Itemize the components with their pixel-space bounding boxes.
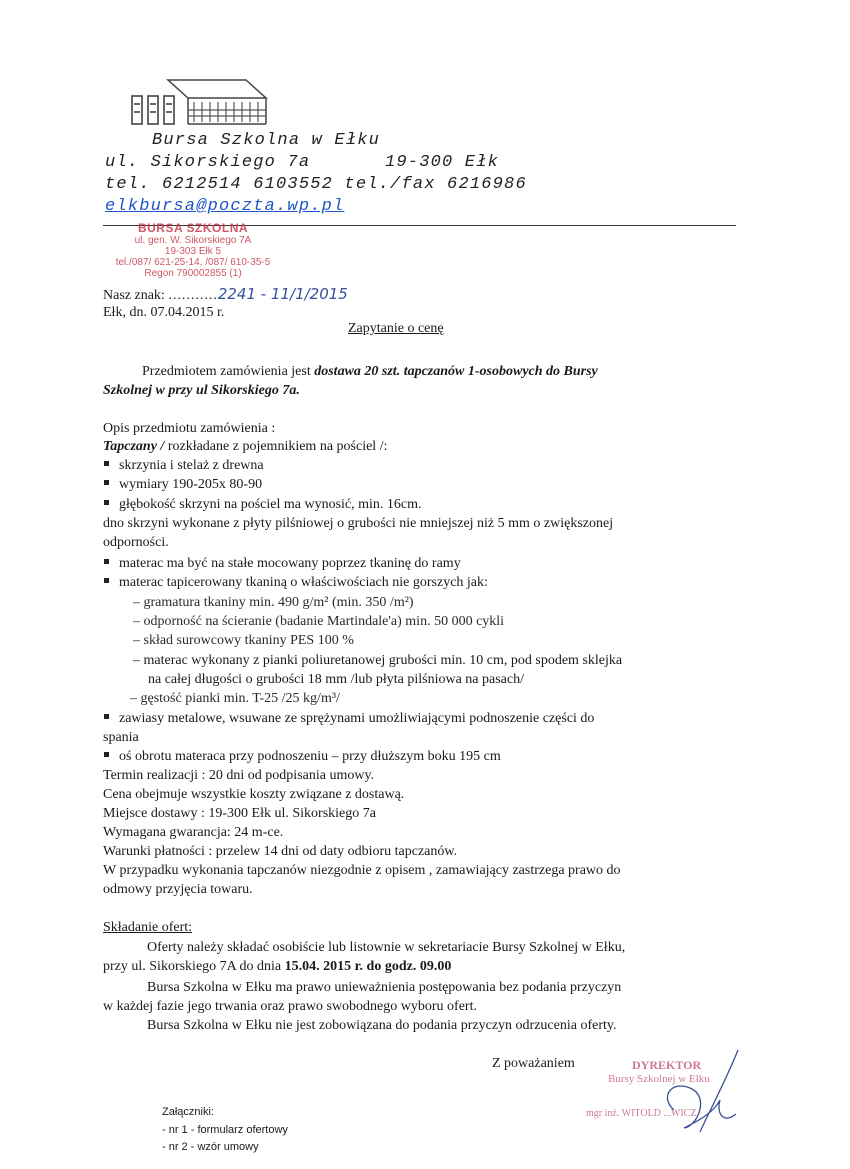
reference-line: Nasz znak: ...........2241 - 11/1/2015 [103, 285, 348, 303]
attachment-item: - nr 2 - wzór umowy [162, 1141, 259, 1153]
stamp-line: Regon 790002855 (1) [144, 268, 242, 279]
document-date: Ełk, dn. 07.04.2015 r. [103, 305, 225, 320]
term-line: Cena obejmuje wszystkie koszty związane z dostawą. [103, 787, 405, 802]
stamp-line: ul. gen. W. Sikorskiego 7A [134, 235, 252, 246]
list-item: wymiary 190-205x 80-90 [104, 476, 262, 494]
spec-line: – materac wykonany z pianki poliuretanowej grubości min. 10 cm, pod spodem sklejka [133, 653, 623, 668]
term-line: Wymagana gwarancja: 24 m-ce. [103, 825, 284, 840]
director-stamp: DYREKTOR [632, 1058, 702, 1072]
attachments-label: Załączniki: [162, 1106, 214, 1118]
director-stamp: mgr inż. WITOLD ...WICZ [586, 1108, 697, 1119]
email-link[interactable]: elkbursa@poczta.wp.pl [105, 197, 345, 216]
handwritten-signature [640, 1040, 750, 1140]
term-line: Miejsce dostawy : 19-300 Ełk ul. Sikorskiego 7a [103, 806, 376, 821]
intro-line-1: Przedmiotem zamówienia jest dostawa 20 szt. tapczanów 1-osobowych do Bursy [142, 364, 598, 379]
offers-paragraph: Bursa Szkolna w Ełku nie jest zobowiązana do podania przyczyn odrzucenia oferty. [147, 1018, 617, 1033]
term-line: W przypadku wykonania tapczanów niezgodnie z opisem , zamawiający zastrzega prawo do [103, 863, 621, 878]
org-name: Bursa Szkolna w Ełku [152, 131, 381, 150]
reference-label: Nasz znak: [103, 288, 165, 303]
stamp-line: 19-303 Ełk 5 [164, 246, 222, 257]
paragraph-line: odporności. [103, 535, 169, 550]
offers-paragraph: Bursa Szkolna w Ełku ma prawo unieważnienia postępowania bez podania przyczyn [147, 980, 622, 995]
list-item: materac tapicerowany tkaniną o właściwościach nie gorszych jak: [104, 574, 488, 592]
list-item: głębokość skrzyni na pościel ma wynosić, min. 16cm. [104, 496, 422, 514]
offers-paragraph: Oferty należy składać osobiście lub listownie w sekretariacie Bursy Szkolnej w Ełku, [147, 940, 626, 955]
intro-line-2: Szkolnej w przy ul Sikorskiego 7a. [103, 383, 300, 398]
list-item: skrzynia i stelaż z drewna [104, 457, 264, 475]
spec-line: – skład surowcowy tkaniny PES 100 % [133, 633, 354, 648]
reference-value: 2241 - 11/1/2015 [217, 285, 348, 303]
spec-line: – gęstość pianki min. T-25 /25 kg/m³/ [130, 691, 340, 706]
term-line: Termin realizacji : 20 dni od podpisania umowy. [103, 768, 375, 783]
document-title: Zapytanie o cenę [348, 321, 444, 336]
building-logo-icon [128, 74, 276, 128]
institution-stamp [88, 221, 298, 279]
director-stamp: Bursy Szkolnej w Ełku [608, 1073, 710, 1085]
attachment-item: - nr 1 - formularz ofertowy [162, 1124, 288, 1136]
spec-line: – gramatura tkaniny min. 490 g/m² (min. 350 /m²) [133, 595, 414, 610]
description-heading: Opis przedmiotu zamówienia : [103, 421, 276, 436]
offers-heading: Składanie ofert: [103, 920, 193, 935]
list-item: zawiasy metalowe, wsuwane ze sprężynami umożliwiającymi podnoszenie części do [104, 710, 594, 728]
stamp-line: BURSA SZKOLNA [137, 221, 249, 235]
list-item: oś obrotu materaca przy podnoszeniu – przy dłuższym boku 195 cm [104, 748, 501, 766]
paragraph-line: dno skrzyni wykonane z płyty pilśniowej o grubości nie mniejszej niż 5 mm o zwiększonej [103, 516, 614, 531]
phone-numbers: tel. 6212514 6103552 tel./fax 6216986 [105, 175, 527, 194]
stamp-line: tel./087/ 621-25-14, /087/ 610-35-5 [115, 257, 271, 268]
offers-paragraph: w każdej fazie jego trwania oraz prawo swobodnego wyboru ofert. [103, 999, 477, 1014]
item-name-line: Tapczany / rozkładane z pojemnikiem na pościel /: [103, 439, 388, 454]
list-item-continuation: spania [103, 730, 139, 745]
postal-code: 19-300 Ełk [385, 153, 500, 172]
term-line: Warunki płatności : przelew 14 dni od daty odbioru tapczanów. [103, 844, 458, 859]
spec-line: – odporność na ścieranie (badanie Martindale'a) min. 50 000 cykli [133, 614, 505, 629]
closing-regards: Z poważaniem [492, 1056, 575, 1071]
offers-paragraph: przy ul. Sikorskiego 7A do dnia 15.04. 2015 r. do godz. 09.00 [103, 959, 452, 974]
address: ul. Sikorskiego 7a [105, 153, 311, 172]
term-line: odmowy przyjęcia towaru. [103, 882, 253, 897]
list-item: materac ma być na stałe mocowany poprzez tkaninę do ramy [104, 555, 461, 573]
spec-line: na całej długości o grubości 18 mm /lub płyta pilśniowa na pasach/ [148, 672, 524, 687]
